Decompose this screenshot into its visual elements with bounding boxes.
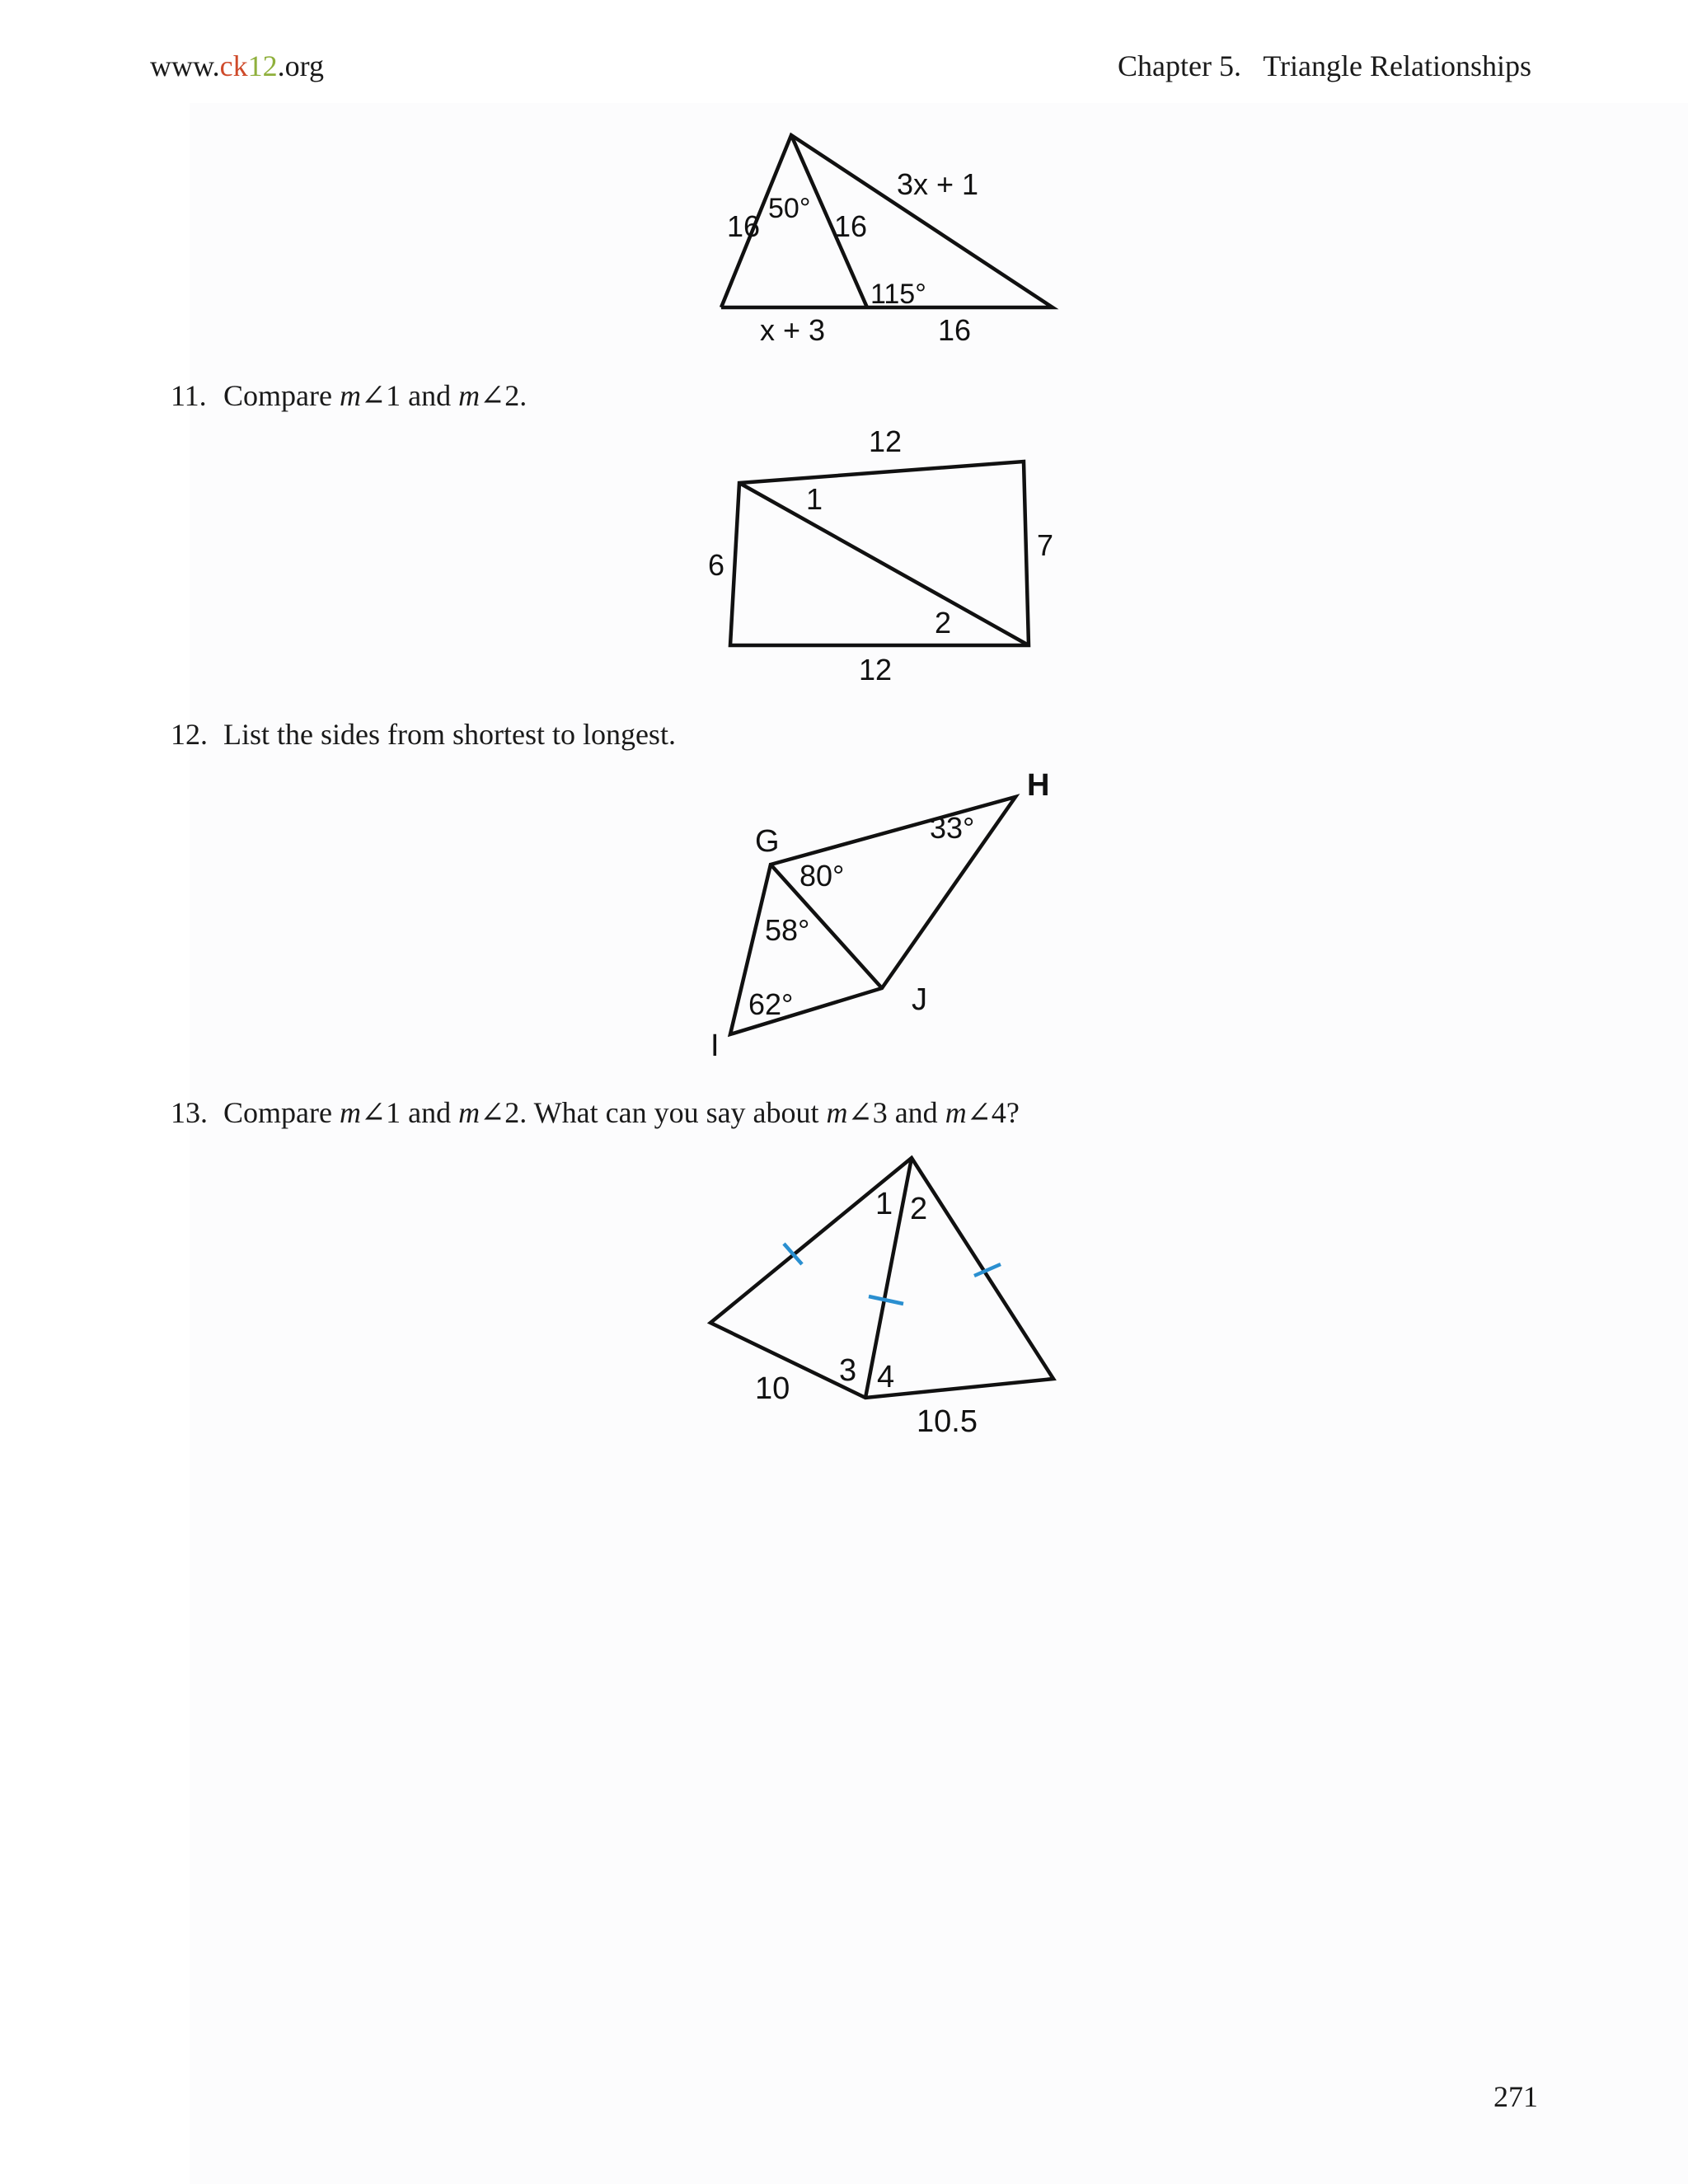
right-side-label: 7 [1037, 528, 1054, 562]
base-left-label: x + 3 [760, 313, 826, 347]
bottom-side-label: 12 [859, 653, 893, 687]
chapter-title: Chapter 5. Triangle Relationships [1118, 49, 1531, 82]
question-number: 12. [171, 718, 208, 751]
quadrilateral-figure-q11 [701, 424, 1071, 691]
angle-1-label: 1 [806, 482, 823, 516]
base-right-label: 16 [938, 313, 972, 347]
triangle-figure-top [709, 124, 1063, 354]
top-side-label: 12 [869, 424, 903, 458]
angle-g-bottom-label: 58° [765, 913, 810, 947]
side-right-label: 3x + 1 [897, 167, 979, 201]
angle-1-label: 1 [875, 1187, 893, 1221]
question-12: 12. List the sides from shortest to longest. [171, 715, 676, 754]
angle-i-label: 62° [748, 987, 794, 1021]
question-number: 11. [171, 379, 207, 412]
angle-g-top-label: 80° [799, 859, 845, 893]
angle-3-label: 3 [839, 1353, 857, 1388]
vertex-g-label: G [755, 824, 780, 859]
angle-4-label: 4 [877, 1360, 895, 1394]
side-left-label: 16 [727, 209, 761, 243]
vertex-j-label: J [912, 982, 927, 1017]
question-11: 11. Compare m∠1 and m∠2. [171, 376, 527, 415]
left-side-label: 6 [708, 548, 725, 582]
angle-h-label: 33° [930, 811, 975, 845]
quadrilateral-figure-q12 [701, 768, 1071, 1067]
vertex-h-label: H [1027, 768, 1050, 803]
side-10-label: 10 [755, 1371, 790, 1406]
angle-2-label: 2 [935, 606, 952, 640]
angle-2-label: 2 [910, 1192, 928, 1226]
vertex-i-label: I [710, 1029, 720, 1063]
question-number: 13. [171, 1096, 208, 1129]
angle-top-label: 50° [768, 193, 811, 224]
side-middle-label: 16 [834, 209, 868, 243]
angle-bottom-label: 115° [870, 279, 926, 310]
site-url[interactable]: www.ck12.org [150, 49, 324, 82]
page-number: 271 [1493, 2080, 1538, 2113]
question-13: 13. Compare m∠1 and m∠2. What can you say about m∠3 and m∠4? [171, 1093, 1020, 1132]
side-10-5-label: 10.5 [917, 1404, 978, 1439]
triangle-figure-q13 [701, 1150, 1071, 1446]
